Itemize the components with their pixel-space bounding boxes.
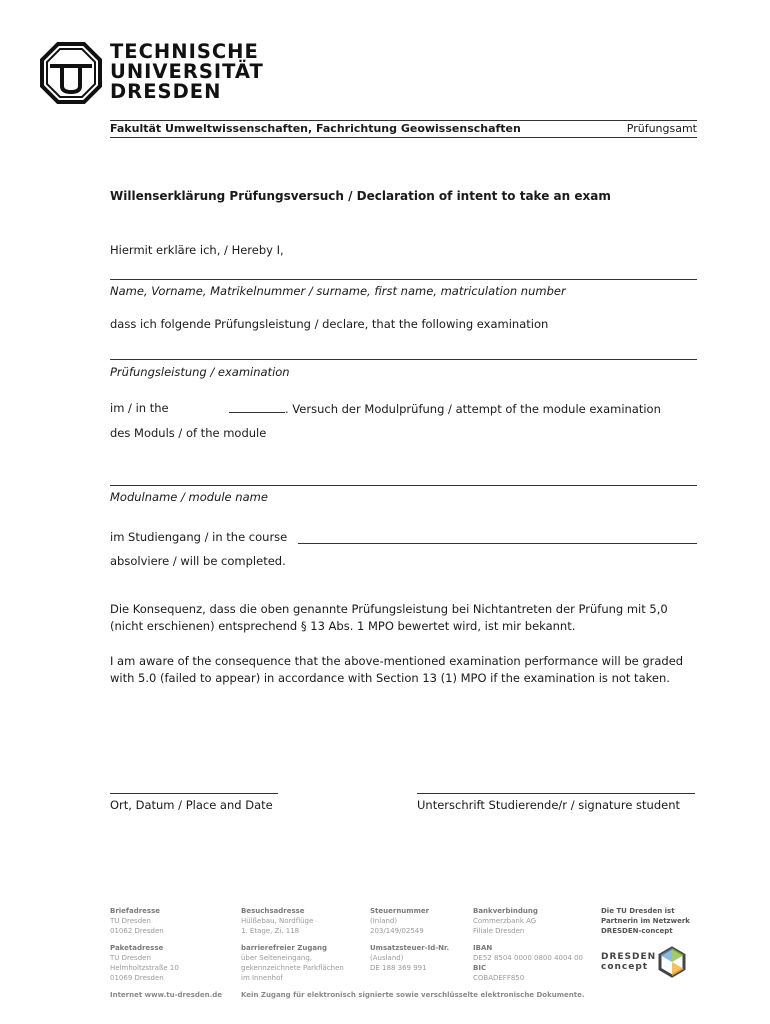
signature-caption: Unterschrift Studierende/r / signature student xyxy=(417,798,681,812)
form-title: Willenserklärung Prüfungsversuch / Declaration of intent to take an exam xyxy=(110,189,611,203)
footer-heading: Paketadresse xyxy=(110,944,164,952)
partner-line: Partnerin im Netzwerk xyxy=(601,917,690,925)
footer-line: (Ausland) xyxy=(370,954,404,962)
footer-line: COBADEFF850 xyxy=(473,974,525,982)
attempt-number-field[interactable] xyxy=(229,401,285,413)
partner-line: Die TU Dresden ist xyxy=(601,907,675,915)
module-of-text: des Moduls / of the module xyxy=(110,426,267,440)
footer-line: 01062 Dresden xyxy=(110,927,164,935)
exam-caption: Prüfungsleistung / examination xyxy=(110,365,290,379)
dresden-concept-icon xyxy=(656,946,688,978)
university-line-2: UNIVERSITÄT xyxy=(110,60,264,83)
footer-line: gekennzeichnete Parkflächen xyxy=(241,964,344,972)
footer-heading: Umsatzsteuer-Id-Nr. xyxy=(370,944,450,952)
footer-line: DE 188 369 991 xyxy=(370,964,427,972)
footer-line: TU Dresden xyxy=(110,954,151,962)
place-date-caption: Ort, Datum / Place and Date xyxy=(110,798,273,812)
course-label: im Studiengang / in the course xyxy=(110,530,288,544)
university-line-1: TECHNISCHE xyxy=(110,40,259,63)
footer-line: TU Dresden xyxy=(110,917,151,925)
dresden-concept-logo xyxy=(601,952,656,972)
footer-line: 203/149/02549 xyxy=(370,927,424,935)
module-field-line[interactable] xyxy=(110,485,697,486)
name-field-line[interactable] xyxy=(110,279,697,280)
office-name: Prüfungsamt xyxy=(626,122,697,135)
footer-line: über Seiteneingang, xyxy=(241,954,312,962)
footer-line: Filiale Dresden xyxy=(473,927,525,935)
footer-line: (Inland) xyxy=(370,917,398,925)
name-caption: Name, Vorname, Matrikelnummer / surname, first name, matriculation number xyxy=(110,284,566,298)
footer-partner xyxy=(601,906,690,936)
partner-line: DRESDEN-concept xyxy=(601,927,673,935)
header-bottom-rule xyxy=(110,137,697,138)
dc-logo-line: concept xyxy=(601,962,649,972)
declare-text: dass ich folgende Prüfungsleistung / declare, that the following examination xyxy=(110,317,549,331)
footer-internet: Internet www.tu-dresden.de xyxy=(110,991,223,999)
footer-no-access-note: Kein Zugang für elektronisch signierte sowie verschlüsselte elektronische Dokumente. xyxy=(241,991,585,999)
faculty-name: Fakultät Umweltwissenschaften, Fachrichtung Geowissenschaften xyxy=(110,122,521,135)
header-top-rule xyxy=(110,120,697,121)
place-date-line[interactable] xyxy=(110,793,278,794)
university-line-3: DRESDEN xyxy=(110,80,222,103)
footer-line: Commerzbank AG xyxy=(473,917,537,925)
signature-line[interactable] xyxy=(417,793,695,794)
footer-line: Helmholtzstraße 10 xyxy=(110,964,179,972)
footer-heading: Besuchsadresse xyxy=(241,907,305,915)
hereby-text: Hiermit erkläre ich, / Hereby I, xyxy=(110,243,284,257)
course-field-line[interactable] xyxy=(298,543,697,544)
footer-heading: Bankverbindung xyxy=(473,907,538,915)
footer-heading: Briefadresse xyxy=(110,907,160,915)
footer-heading: Steuernummer xyxy=(370,907,430,915)
footer-line: 1. Etage, Zi. 118 xyxy=(241,927,300,935)
footer-heading: BIC xyxy=(473,964,487,972)
footer-heading: IBAN xyxy=(473,944,493,952)
dc-logo-line: DRESDEN xyxy=(601,952,657,962)
tu-dresden-logo xyxy=(40,42,102,104)
footer-col-mail xyxy=(110,906,179,983)
footer-line: im Innenhof xyxy=(241,974,283,982)
module-caption: Modulname / module name xyxy=(110,490,268,504)
footer-heading: barrierefreier Zugang xyxy=(241,944,328,952)
footer-line: DE52 8504 0000 0800 4004 00 xyxy=(473,954,584,962)
attempt-row xyxy=(229,401,661,416)
university-name xyxy=(110,42,264,102)
completed-text: absolviere / will be completed. xyxy=(110,554,286,568)
footer-line: Hülßebau, Nordflüge xyxy=(241,917,314,925)
footer-line: 01069 Dresden xyxy=(110,974,164,982)
in-the-text: im / in the xyxy=(110,401,169,415)
footer-col-bank xyxy=(473,906,583,983)
attempt-text: . Versuch der Modulprüfung / attempt of the module examination xyxy=(285,402,661,416)
consequence-german: Die Konsequenz, dass die oben genannte Prüfungsleistung bei Nichtantreten der Prüfung mit 5,0 (nicht erschienen) entsprechend § 13 Abs. 1 MPO bewertet wird, ist mir bekannt. xyxy=(110,602,668,633)
exam-field-line[interactable] xyxy=(110,359,697,360)
consequence-english: I am aware of the consequence that the above-mentioned examination performance will be graded with 5.0 (failed to appear) in accordance with Section 13 (1) MPO if the examination is not taken. xyxy=(110,654,684,685)
footer-col-tax xyxy=(370,906,449,973)
footer-col-visit xyxy=(241,906,344,983)
